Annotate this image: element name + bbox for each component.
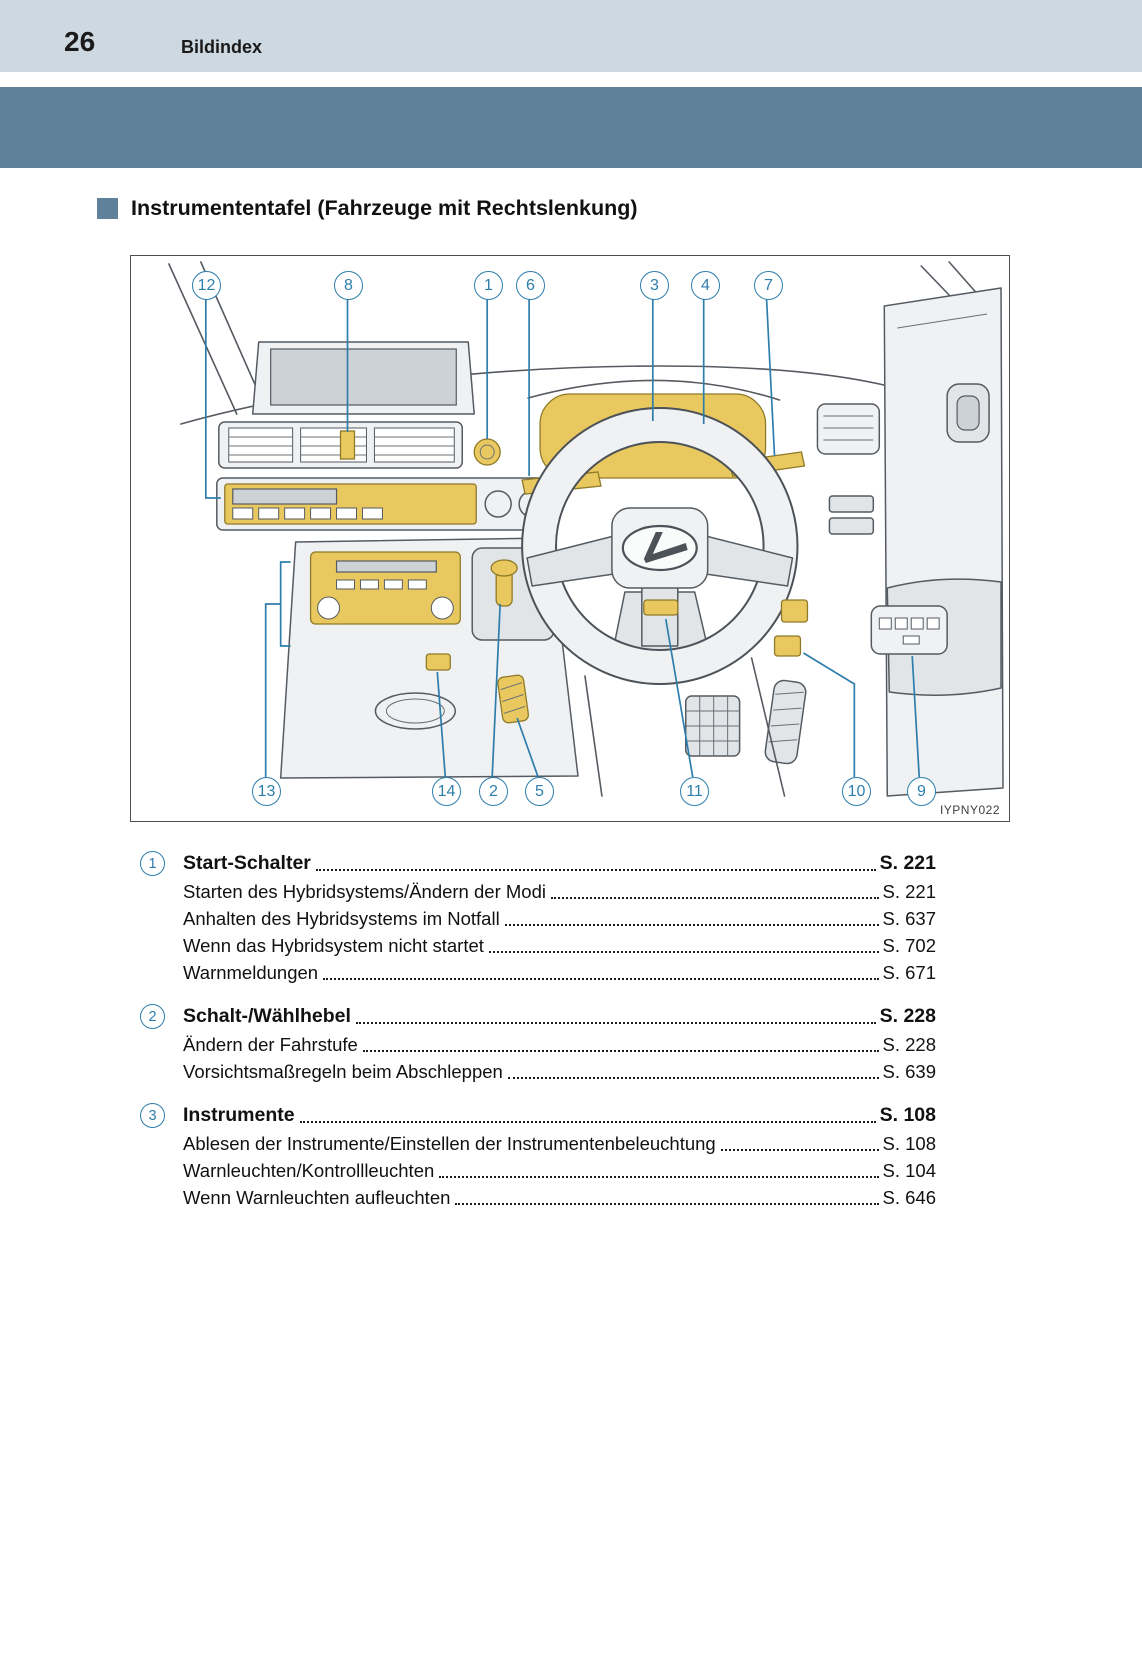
dashboard-art bbox=[169, 262, 1003, 796]
page-ref: S. 221 bbox=[882, 881, 936, 902]
dot-leader bbox=[356, 1022, 876, 1024]
sub-entry-label: Wenn Warnleuchten aufleuchten bbox=[183, 1187, 451, 1208]
index-entry-instrumente bbox=[140, 1100, 936, 1211]
dot-leader bbox=[505, 924, 879, 926]
callout-8: 8 bbox=[334, 271, 363, 300]
page-number: 26 bbox=[64, 26, 96, 57]
dot-leader bbox=[551, 897, 879, 899]
callout-10: 10 bbox=[842, 777, 871, 806]
index-entry-start-schalter bbox=[140, 848, 936, 986]
entry-number-badge: 2 bbox=[140, 1004, 165, 1029]
dot-leader bbox=[721, 1149, 879, 1151]
page-ref: S. 639 bbox=[882, 1061, 936, 1082]
callout-2: 2 bbox=[479, 777, 508, 806]
dot-leader bbox=[323, 978, 878, 980]
sub-entry-label: Warnmeldungen bbox=[183, 962, 319, 983]
page-ref: S. 108 bbox=[879, 1104, 936, 1126]
callout-7: 7 bbox=[754, 271, 783, 300]
dot-leader bbox=[300, 1121, 876, 1123]
section-heading bbox=[97, 196, 638, 221]
callout-4: 4 bbox=[691, 271, 720, 300]
callout-11: 11 bbox=[680, 777, 709, 806]
dot-leader bbox=[439, 1176, 878, 1178]
section-name: Bildindex bbox=[181, 37, 263, 57]
dashboard-illustration bbox=[131, 256, 1009, 821]
dot-leader bbox=[455, 1203, 878, 1205]
dashboard-figure bbox=[130, 255, 1010, 822]
heading-square-marker bbox=[97, 198, 118, 219]
callout-9: 9 bbox=[907, 777, 936, 806]
dot-leader bbox=[316, 869, 876, 871]
sub-entry-label: Ändern der Fahrstufe bbox=[183, 1034, 358, 1055]
page-ref: S. 228 bbox=[882, 1034, 936, 1055]
callout-14: 14 bbox=[432, 777, 461, 806]
entry-number-badge: 1 bbox=[140, 851, 165, 876]
callout-1: 1 bbox=[474, 271, 503, 300]
entry-number-badge: 3 bbox=[140, 1103, 165, 1128]
page-ref: S. 702 bbox=[882, 935, 936, 956]
sub-entry-label: Starten des Hybridsystems/Ändern der Modi bbox=[183, 881, 546, 902]
page-ref: S. 104 bbox=[882, 1160, 936, 1181]
page-ref: S. 671 bbox=[882, 962, 936, 983]
entry-title: Start-Schalter bbox=[183, 852, 311, 874]
dot-leader bbox=[508, 1077, 879, 1079]
callout-13: 13 bbox=[252, 777, 281, 806]
dot-leader bbox=[489, 951, 879, 953]
sub-entry-label: Anhalten des Hybridsystems im Notfall bbox=[183, 908, 500, 929]
entry-title: Instrumente bbox=[183, 1104, 295, 1126]
page-ref: S. 646 bbox=[882, 1187, 936, 1208]
sub-entry-label: Wenn das Hybridsystem nicht startet bbox=[183, 935, 484, 956]
index-entry-schalt-waehlhebel bbox=[140, 1001, 936, 1085]
page-ref: S. 637 bbox=[882, 908, 936, 929]
callout-6: 6 bbox=[516, 271, 545, 300]
sub-entry-label: Warnleuchten/Kontrollleuchten bbox=[183, 1160, 435, 1181]
picture-index-list bbox=[140, 848, 936, 1226]
sub-entry-label: Vorsichtsmaßregeln beim Abschleppen bbox=[183, 1061, 503, 1082]
page-ref: S. 108 bbox=[882, 1133, 936, 1154]
divider-band bbox=[0, 87, 1142, 168]
figure-code: IYPNY022 bbox=[939, 803, 1000, 817]
callout-12: 12 bbox=[192, 271, 221, 300]
header-band bbox=[0, 0, 1142, 72]
page-ref: S. 221 bbox=[879, 852, 936, 874]
dot-leader bbox=[363, 1050, 879, 1052]
callout-3: 3 bbox=[640, 271, 669, 300]
sub-entry-label: Ablesen der Instrumente/Einstellen der Instrumentenbeleuchtung bbox=[183, 1133, 716, 1154]
entry-title: Schalt-/Wählhebel bbox=[183, 1005, 351, 1027]
callout-5: 5 bbox=[525, 777, 554, 806]
page-ref: S. 228 bbox=[879, 1005, 936, 1027]
heading-title: Instrumententafel (Fahrzeuge mit Rechtslenkung) bbox=[131, 196, 638, 220]
